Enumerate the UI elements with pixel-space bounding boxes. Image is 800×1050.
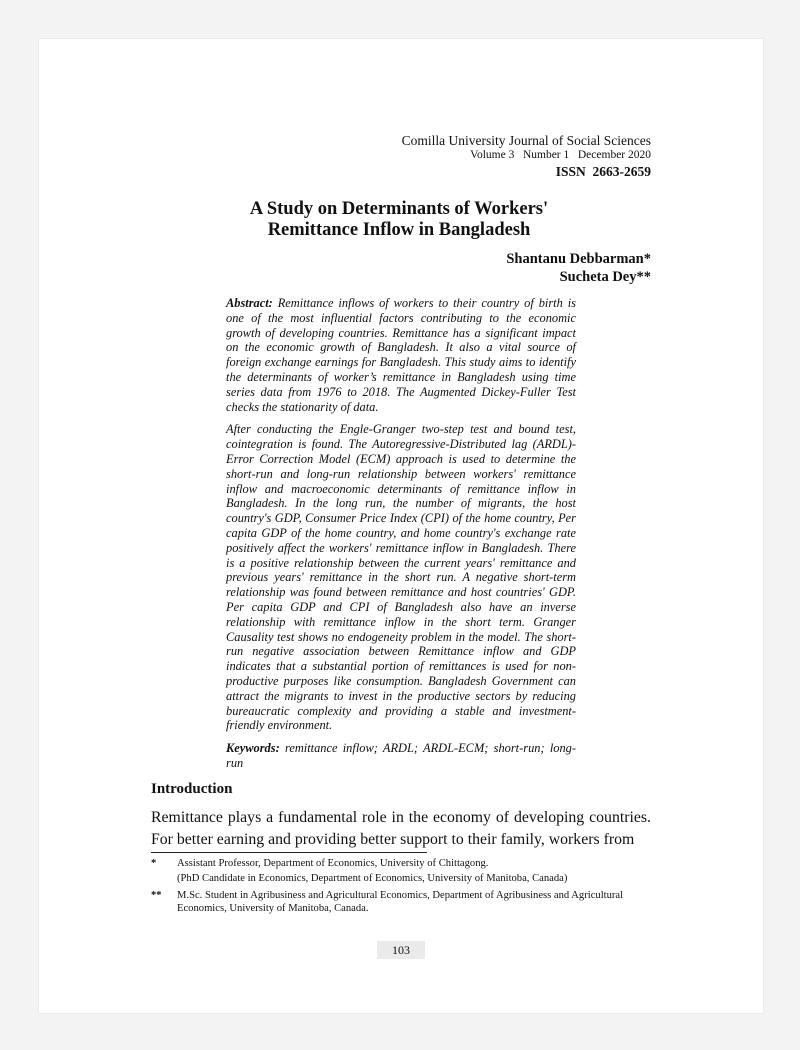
footnote-2 xyxy=(151,889,651,917)
author-2: Sucheta Dey** xyxy=(559,268,651,285)
keywords xyxy=(226,741,576,771)
article-authors xyxy=(506,251,651,286)
author-1: Shantanu Debbarman* xyxy=(506,251,651,267)
journal-issn: ISSN 2663-2659 xyxy=(555,164,651,179)
page-number: 103 xyxy=(377,941,425,959)
keywords-text: remittance inflow; ARDL; ARDL-ECM; short-run; long-run xyxy=(226,741,576,770)
article-title-line-2: Remittance Inflow in Bangladesh xyxy=(267,220,531,240)
abstract xyxy=(226,296,576,779)
footnote-2-mark: ** xyxy=(151,890,162,901)
footnotes xyxy=(151,857,651,919)
abstract-paragraph-1 xyxy=(226,296,576,414)
abstract-paragraph-2: After conducting the Engle-Granger two-step test and bound test, cointegration is found. The Autoregressive-Distributed lag (ARDL)-Error Correction Model (ECM) approach is used to determine the short-run and long-run relationship between workers' remittance inflow and macroeconomic determinants of remittance inflow in Bangladesh. In the long run, the number of migrants, the host country's GDP, Consumer Price Index (CPI) of the home country, Per capita GDP of the home country, and home country's exchange rate positively affect the workers' remittance inflow in Bangladesh. There is a positive relationship between the current years' remittance and previous years' remittance in the short run. A negative short-term relationship was found between remittance and host countries' GDP. Per capita GDP and CPI of Bangladesh also have an inverse relationship with remittance inflow in the short term. Granger Causality test shows no endogeneity problem in the model. The short-run negative association between Remittance inflow and GDP indicates that a substantial portion of remittances is used for non-productive purposes like consumption. Bangladesh Government can attract the migrants to invest in the productive sectors by reducing bureaucratic complexity and providing a stable and investment-friendly environment. xyxy=(226,422,576,733)
footnote-1-line-1: Assistant Professor, Department of Economics, University of Chittagong. xyxy=(177,858,489,869)
footnote-divider xyxy=(151,852,427,853)
article-title xyxy=(199,199,599,241)
abstract-text-1: Remittance inflows of workers to their country of birth is one of the most influential factors contributing to the economic growth of developing countries. Remittance has a significant impact on the economic growth of Bangladesh. It also a vital source of foreign exchange earnings for Bangladesh. This study aims to identify the determinants of worker’s remittance in Bangladesh using time series data from 1976 to 2018. The Augmented Dickey-Fuller Test checks the stationarity of data. xyxy=(226,296,576,414)
introduction-text: Remittance plays a fundamental role in the economy of developing countries. For better earning and providing better support to their family, workers from xyxy=(151,809,651,848)
paper-page xyxy=(38,38,764,1014)
footnote-1-mark: * xyxy=(151,858,157,869)
keywords-label: Keywords: xyxy=(226,741,280,756)
footnote-2-line-1: M.Sc. Student in Agribusiness and Agricultural Economics, Department of Agribusiness and Agricultural Economics, University of Manitoba, Canada. xyxy=(177,890,624,914)
article-title-line-1: A Study on Determinants of Workers' xyxy=(249,199,549,219)
section-heading-introduction: Introduction xyxy=(151,781,233,797)
footnote-1 xyxy=(151,857,651,887)
journal-header xyxy=(402,134,651,179)
footnote-1-line-2: (PhD Candidate in Economics, Department of Economics, University of Manitoba, Canada) xyxy=(177,873,568,884)
journal-volume: Volume 3 Number 1 December 2020 xyxy=(470,149,651,161)
abstract-label: Abstract: xyxy=(226,296,273,310)
journal-name: Comilla University Journal of Social Sciences xyxy=(401,133,651,148)
